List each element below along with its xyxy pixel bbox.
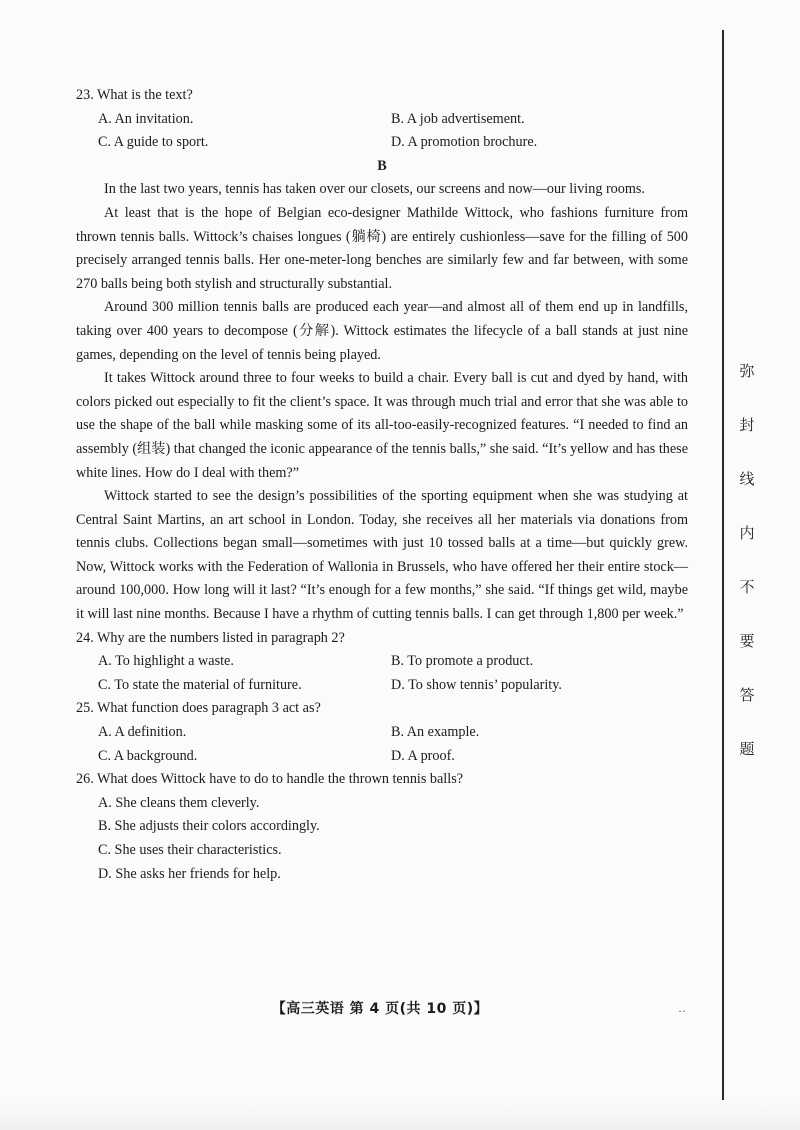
question-23-stem: 23. What is the text? <box>76 87 193 103</box>
option-d: D. She asks her friends for help. <box>98 865 281 882</box>
passage-paragraph-2: At least that is the hope of Belgian eco-designer Mathilde Wittock, who fashions furniture from thrown tennis balls. Wittock’s chaises longues (躺椅) are entirely cushionless—save for the filling of 500 precisely arranged tennis balls. Her one-meter-long benches are similarly few and far between, with some 270 balls being both stylish and structurally substantial. <box>76 204 688 292</box>
question-26-options <box>76 792 688 886</box>
option-c: C. A background. <box>98 747 198 764</box>
passage-paragraph-5: Wittock started to see the design’s possibilities of the sporting equipment when she was studying at Central Saint Martins, an art school in London. Today, she receives all her materials via donations from tennis clubs. Collections began small—sometimes with just 10 tossed balls at a time—but quickly grew. Now, Wittock works with the Federation of Wallonia in Brussels, who have offered her their entire stock—around 100,000. How long will it last? “It’s enough for a few months,” she said. “If things get wild, maybe it will last nine months. Because I have a rhythm of cutting tennis balls. I can get through 1,800 per week.” <box>76 488 688 623</box>
seal-char: 答 <box>739 686 755 704</box>
option-a: A. She cleans them cleverly. <box>98 794 260 811</box>
option-d: D. A proof. <box>391 747 455 764</box>
passage-paragraph-4: It takes Wittock around three to four weeks to build a chair. Every ball is cut and dyed by hand, with colors picked out especially to fit the client’s space. It was through much trial and error that she was able to use the shape of the ball while masking some of its all-too-easily-recognized features. “I needed to find an assembly (组装) that changed the iconic appearance of the tennis balls,” she said. “It’s yellow and has these white lines. How do I deal with them?” <box>76 370 688 481</box>
scan-edge <box>0 1100 800 1130</box>
question-25-options <box>76 721 688 768</box>
question-23 <box>76 84 688 155</box>
option-b: B. An example. <box>391 724 480 741</box>
option-a: A. An invitation. <box>98 110 194 127</box>
option-b: B. To promote a product. <box>391 653 534 670</box>
seal-char: 弥 <box>739 362 755 380</box>
seal-char: 题 <box>739 740 755 758</box>
passage-paragraph-3: Around 300 million tennis balls are produced each year—and almost all of them end up in landfills, taking over 400 years to decompose (分解). Wittock estimates the lifecycle of a ball stands at just nine games, depending on the level of tennis being played. <box>76 299 688 363</box>
option-d: D. To show tennis’ popularity. <box>391 676 562 693</box>
option-b: B. She adjusts their colors accordingly. <box>98 818 320 835</box>
seal-char: 不 <box>739 578 755 596</box>
seal-notice <box>732 360 762 792</box>
passage-b <box>76 178 688 626</box>
page-content <box>76 84 688 886</box>
option-c: C. To state the material of furniture. <box>98 676 302 693</box>
option-c: C. She uses their characteristics. <box>98 842 282 858</box>
passage-paragraph-1: In the last two years, tennis has taken over our closets, our screens and now—our living rooms. <box>104 181 645 198</box>
question-24 <box>76 627 688 698</box>
question-26-stem: 26. What does Wittock have to do to handle the thrown tennis balls? <box>76 771 464 788</box>
question-26 <box>76 768 688 886</box>
seal-char: 内 <box>739 524 755 542</box>
seal-char: 线 <box>739 470 755 488</box>
option-b: B. A job advertisement. <box>391 110 525 127</box>
question-23-options <box>76 108 688 155</box>
seal-char: 封 <box>739 416 755 434</box>
seal-char: 要 <box>739 632 755 650</box>
question-24-stem: 24. Why are the numbers listed in paragraph 2? <box>76 629 345 646</box>
option-a: A. To highlight a waste. <box>98 653 234 670</box>
option-a: A. A definition. <box>98 724 187 741</box>
option-d: D. A promotion brochure. <box>391 134 538 151</box>
question-24-options <box>76 650 688 697</box>
option-c: C. A guide to sport. <box>98 134 209 151</box>
footer-mark: ·· <box>678 1004 686 1018</box>
question-25-stem: 25. What function does paragraph 3 act as? <box>76 700 321 717</box>
page-footer: 【高三英语 第 4 页(共 10 页)】 <box>271 1001 489 1017</box>
section-b-title: B <box>377 157 387 174</box>
binding-line <box>722 30 724 1100</box>
question-25 <box>76 697 688 768</box>
